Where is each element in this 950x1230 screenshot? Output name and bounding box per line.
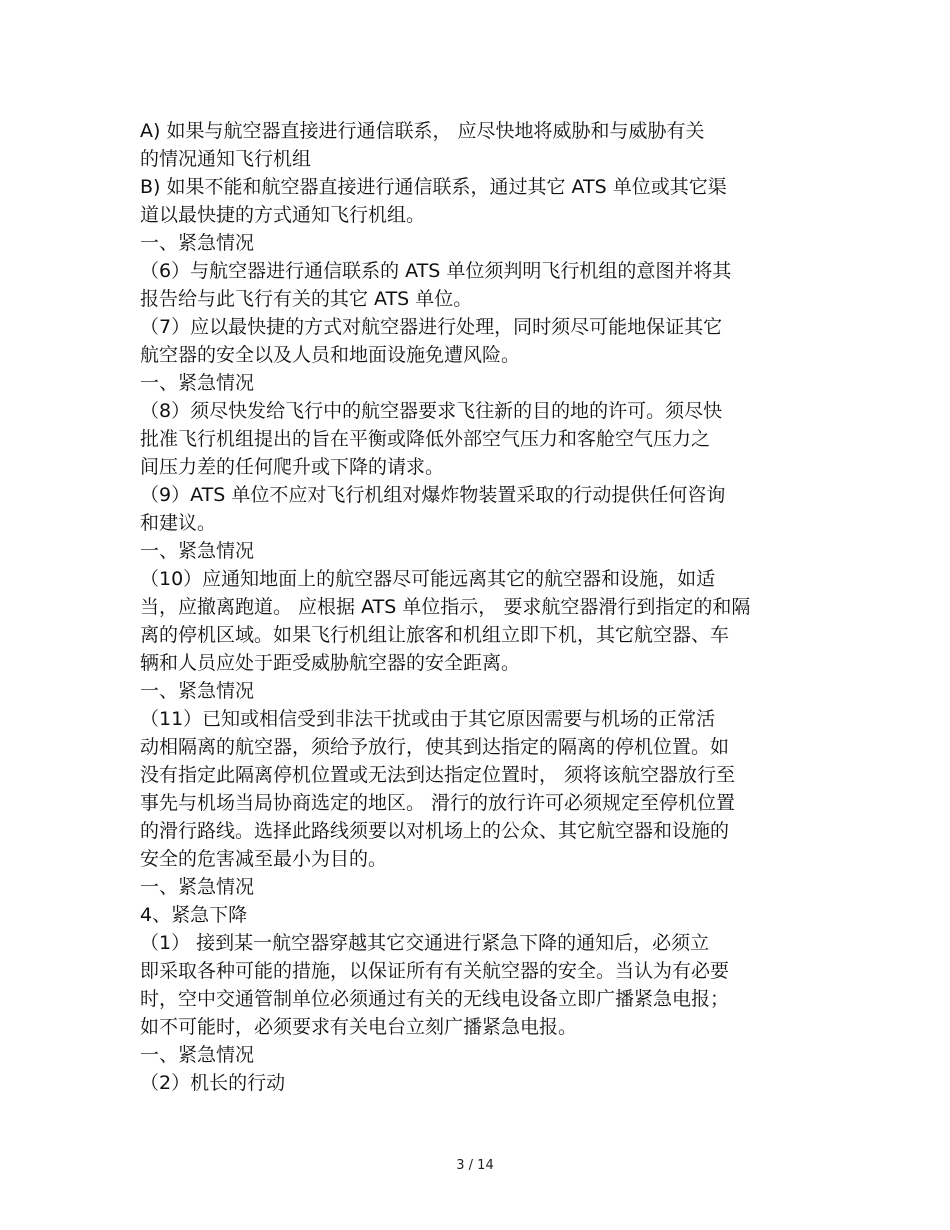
text-line: 离的停机区域。如果飞行机组让旅客和机组立即下机，其它航空器、车: [140, 624, 730, 646]
text-line: 道以最快捷的方式通知飞行机组。: [140, 204, 426, 226]
page-number: 3 / 14: [456, 1158, 494, 1173]
text-line: 的情况通知飞行机组: [140, 148, 312, 170]
document-page: [140, 117, 820, 1097]
section-heading: 一、紧急情况: [140, 876, 255, 898]
text-line: （2）机长的行动: [140, 1072, 286, 1094]
section-heading: 一、紧急情况: [140, 1044, 255, 1066]
text-line: 航空器的安全以及人员和地面设施免遭风险。: [140, 344, 521, 366]
text-line: 批准飞行机组提出的旨在平衡或降低外部空气压力和客舱空气压力之: [140, 428, 711, 450]
text-line: （1） 接到某一航空器穿越其它交通进行紧急下降的通知后，必须立: [140, 932, 710, 954]
text-line: （10）应通知地面上的航空器尽可能远离其它的航空器和设施，如适: [140, 568, 716, 590]
text-line: 即采取各种可能的措施，以保证所有有关航空器的安全。当认为有必要: [140, 960, 730, 982]
text-line: 和建议。: [140, 512, 217, 534]
text-line: 事先与机场当局协商选定的地区。 滑行的放行许可必须规定至停机位置: [140, 792, 736, 814]
text-line: （7）应以最快捷的方式对航空器进行处理，同时须尽可能地保证其它: [140, 316, 723, 338]
section-heading: 一、紧急情况: [140, 372, 255, 394]
text-line: （8）须尽快发给飞行中的航空器要求飞往新的目的地的许可。须尽快: [140, 400, 723, 422]
section-heading: 一、紧急情况: [140, 680, 255, 702]
text-line: 没有指定此隔离停机位置或无法到达指定位置时， 须将该航空器放行至: [140, 764, 736, 786]
text-line: 辆和人员应处于距受威胁航空器的安全距离。: [140, 652, 521, 674]
text-line: 如不可能时，必须要求有关电台立刻广播紧急电报。: [140, 1016, 578, 1038]
text-line: 动相隔离的航空器，须给予放行，使其到达指定的隔离的停机位置。如: [140, 736, 730, 758]
text-line: 安全的危害减至最小为目的。: [140, 848, 388, 870]
text-line: 间压力差的任何爬升或下降的请求。: [140, 456, 445, 478]
text-line: A) 如果与航空器直接进行通信联系， 应尽快地将威胁和与威胁有关: [140, 120, 705, 142]
text-line: （6）与航空器进行通信联系的 ATS 单位须判明飞行机组的意图并将其: [140, 260, 732, 282]
section-heading: 一、紧急情况: [140, 232, 255, 254]
text-line: （9）ATS 单位不应对飞行机组对爆炸物装置采取的行动提供任何咨询: [140, 484, 726, 506]
text-line: 当，应撤离跑道。 应根据 ATS 单位指示， 要求航空器滑行到指定的和隔: [140, 596, 751, 618]
text-line: B) 如果不能和航空器直接进行通信联系，通过其它 ATS 单位或其它渠: [140, 176, 727, 198]
text-line: 时，空中交通管制单位必须通过有关的无线电设备立即广播紧急电报；: [140, 988, 730, 1010]
text-line: （11）已知或相信受到非法干扰或由于其它原因需要与机场的正常活: [140, 708, 716, 730]
subsection-heading: 4、紧急下降: [140, 904, 248, 926]
text-line: 的滑行路线。选择此路线须要以对机场上的公众、其它航空器和设施的: [140, 820, 730, 842]
section-heading: 一、紧急情况: [140, 540, 255, 562]
text-line: 报告给与此飞行有关的其它 ATS 单位。: [140, 288, 473, 310]
